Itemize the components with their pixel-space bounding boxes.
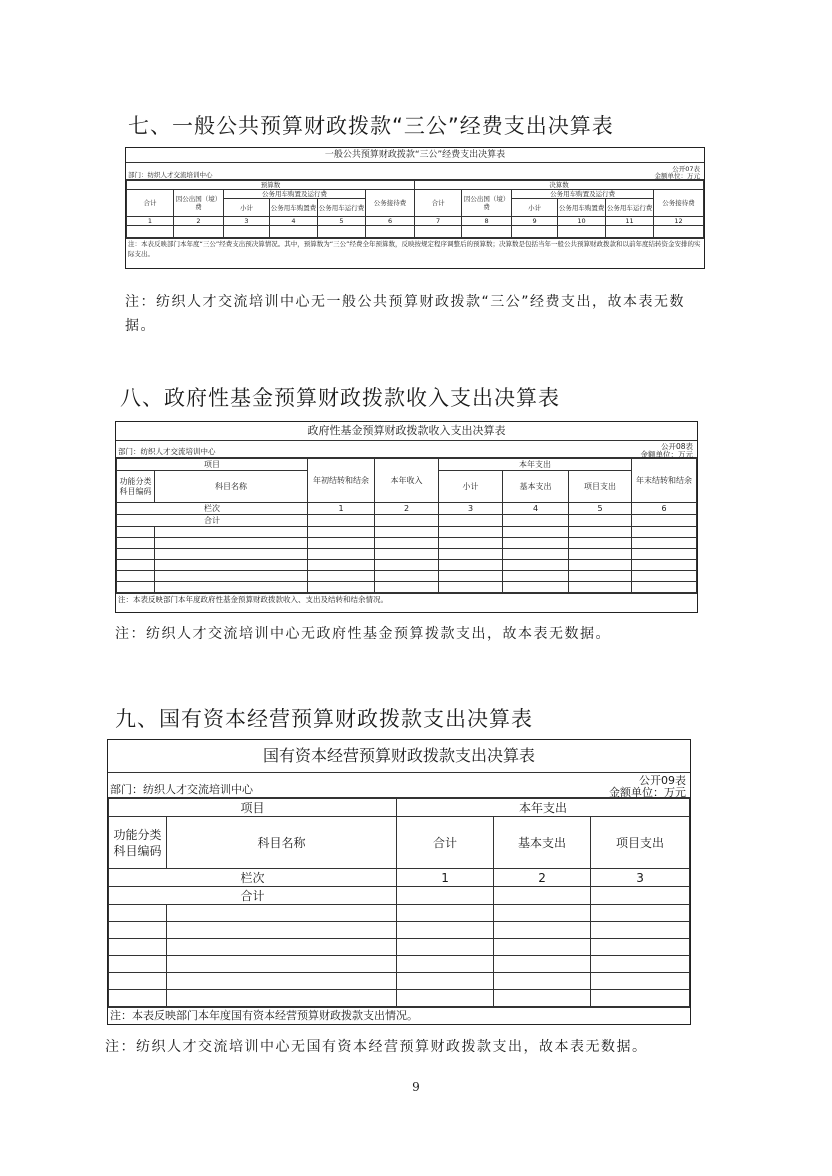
row-total-label: 合计 — [117, 515, 308, 527]
col-car-buy: 公务用车购置费 — [558, 199, 606, 217]
section9-title: 九、国有资本经营预算财政拨款支出决算表 — [115, 707, 533, 731]
final-group-header: 决算数 — [415, 181, 704, 190]
department-label: 部门：纺织人才交流培训中心 — [128, 171, 213, 179]
index-cell: 1 — [127, 217, 174, 226]
index-cell: 2 — [375, 503, 439, 515]
table-code: 公开08表 — [660, 442, 693, 451]
item-group-header: 项目 — [109, 799, 397, 817]
col-total: 合计 — [415, 190, 462, 217]
table-caption: 政府性基金预算财政拨款收入支出决算表 — [116, 422, 697, 441]
col-function-code: 功能分类科目编码 — [109, 817, 167, 869]
col-abroad: 因公出国（境）费 — [462, 190, 512, 217]
table-three-public-expenses — [125, 147, 705, 269]
table-note: 注：本表反映部门本年度政府性基金预算财政拨款收入、支出及结转和结余情况。 — [116, 593, 697, 606]
index-cell: 2 — [494, 869, 591, 887]
index-cell: 3 — [224, 217, 270, 226]
index-cell: 11 — [606, 217, 654, 226]
index-cell: 7 — [415, 217, 462, 226]
unit-label: 金额单位：万元 — [654, 172, 700, 180]
item-group-header: 项目 — [117, 459, 308, 471]
budget-group-header: 预算数 — [127, 181, 415, 190]
unit-label: 金额单位：万元 — [609, 786, 686, 799]
car-group-header: 公务用车购置及运行费 — [224, 190, 366, 199]
section9-remark: 注：纺织人才交流培训中心无国有资本经营预算财政拨款支出，故本表无数据。 — [105, 1039, 648, 1055]
col-subject-name: 科目名称 — [167, 817, 397, 869]
col-car-run: 公务用车运行费 — [606, 199, 654, 217]
table-code: 公开09表 — [639, 774, 686, 787]
section8-title: 八、政府性基金预算财政拨款收入支出决算表 — [120, 386, 560, 410]
section8-remark: 注：纺织人才交流培训中心无政府性基金预算拨款支出，故本表无数据。 — [115, 626, 611, 642]
page-number: 9 — [412, 1080, 420, 1094]
col-reception: 公务接待费 — [366, 190, 415, 217]
index-cell: 5 — [318, 217, 366, 226]
index-cell: 10 — [558, 217, 606, 226]
row-index-label: 栏次 — [117, 503, 308, 515]
index-cell: 1 — [308, 503, 375, 515]
row-total-label: 合计 — [109, 887, 397, 905]
section7-title: 七、一般公共预算财政拨款“三公”经费支出决算表 — [128, 114, 614, 138]
col-subtotal: 小计 — [439, 471, 503, 503]
index-cell: 6 — [632, 503, 697, 515]
col-basic: 基本支出 — [503, 471, 569, 503]
col-subtotal: 小计 — [224, 199, 270, 217]
table-note: 注：本表反映部门本年度“三公”经费支出预决算情况。其中，预算数为“三公”经费全年预算数，反映按规定程序调整后的预算数；决算数是包括当年一般公共预算财政拨款和以前年度结转资金安排的实际支出。 — [126, 238, 704, 259]
index-cell: 3 — [439, 503, 503, 515]
index-cell: 2 — [174, 217, 224, 226]
col-project: 项目支出 — [569, 471, 632, 503]
col-car-run: 公务用车运行费 — [318, 199, 366, 217]
table-code: 公开07表 — [672, 165, 700, 173]
index-cell: 12 — [654, 217, 704, 226]
col-subtotal: 小计 — [512, 199, 558, 217]
index-cell: 3 — [591, 869, 690, 887]
index-cell: 9 — [512, 217, 558, 226]
index-cell: 1 — [397, 869, 494, 887]
index-cell: 8 — [462, 217, 512, 226]
section7-remark: 注：纺织人才交流培训中心无一般公共预算财政拨款“三公”经费支出，故本表无数据。 — [125, 294, 686, 334]
spend-group-header: 本年支出 — [397, 799, 690, 817]
col-subject-name: 科目名称 — [155, 471, 308, 503]
col-income: 本年收入 — [375, 459, 439, 503]
table-state-capital — [107, 739, 691, 1025]
col-abroad: 因公出国（境）费 — [174, 190, 224, 217]
col-end-balance: 年末结转和结余 — [632, 459, 697, 503]
col-total: 合计 — [397, 817, 494, 869]
index-cell: 4 — [270, 217, 318, 226]
spend-group-header: 本年支出 — [439, 459, 632, 471]
col-reception: 公务接待费 — [654, 190, 704, 217]
department-label: 部门：纺织人才交流培训中心 — [110, 783, 253, 796]
col-begin-balance: 年初结转和结余 — [308, 459, 375, 503]
car-group-header: 公务用车购置及运行费 — [512, 190, 654, 199]
table-government-fund — [115, 421, 698, 613]
col-project: 项目支出 — [591, 817, 690, 869]
col-basic: 基本支出 — [494, 817, 591, 869]
department-label: 部门：纺织人才交流培训中心 — [118, 447, 216, 456]
index-cell: 4 — [503, 503, 569, 515]
table-caption: 国有资本经营预算财政拨款支出决算表 — [108, 740, 690, 773]
col-function-code: 功能分类科目编码 — [117, 471, 155, 503]
col-total: 合计 — [127, 190, 174, 217]
index-cell: 5 — [569, 503, 632, 515]
unit-label: 金额单位：万元 — [640, 450, 693, 459]
table-caption: 一般公共预算财政拨款“三公”经费支出决算表 — [126, 148, 704, 163]
index-cell: 6 — [366, 217, 415, 226]
col-car-buy: 公务用车购置费 — [270, 199, 318, 217]
table-note: 注：本表反映部门本年度国有资本经营预算财政拨款支出情况。 — [108, 1007, 690, 1024]
row-index-label: 栏次 — [109, 869, 397, 887]
